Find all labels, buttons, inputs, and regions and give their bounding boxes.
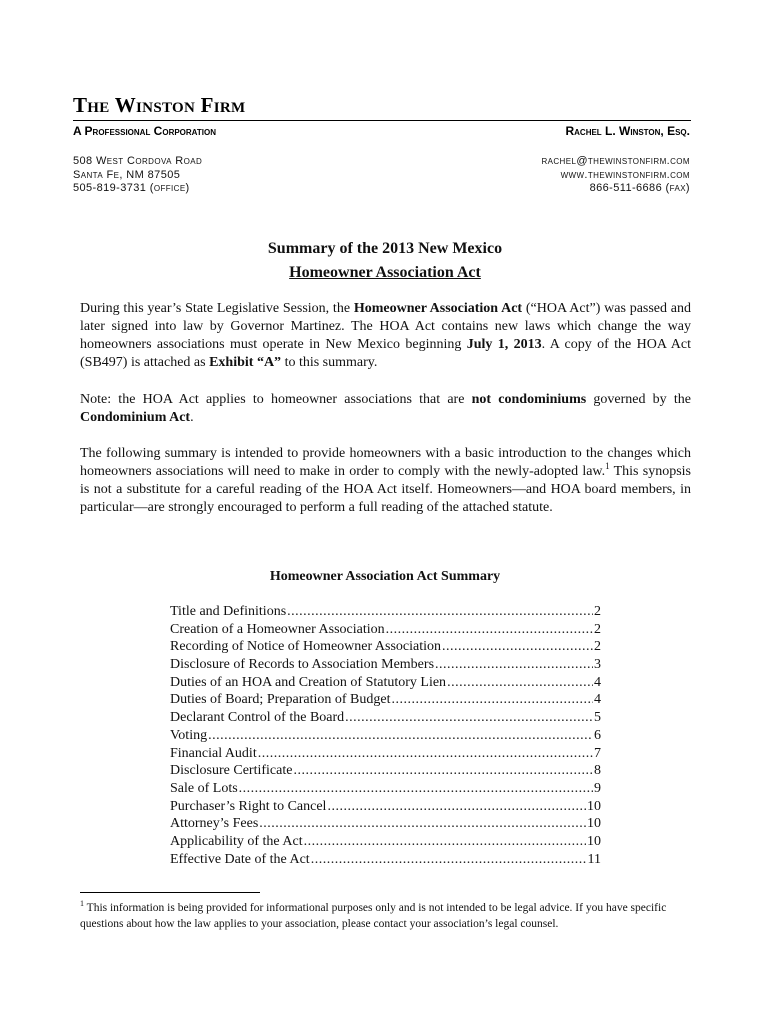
toc-entry-page: 10 <box>587 816 601 832</box>
toc-leader-dots <box>304 834 586 850</box>
toc-leader-dots <box>442 639 593 655</box>
toc-entry-page: 8 <box>594 763 601 779</box>
table-of-contents <box>170 604 601 869</box>
toc-entry <box>170 604 601 622</box>
toc-entry-page: 2 <box>594 639 601 655</box>
text-run: . A copy of the HOA Act (SB497) is attached as <box>80 337 691 370</box>
toc-leader-dots <box>259 816 586 832</box>
corporation-label: A Professional Corporation <box>73 124 216 138</box>
intro-paragraph <box>80 300 691 372</box>
toc-entry-page: 2 <box>594 604 601 619</box>
toc-leader-dots <box>435 657 593 673</box>
footnote-marker: 1 <box>80 899 84 908</box>
toc-entry-page: 4 <box>594 674 601 690</box>
toc-leader-dots <box>239 781 593 797</box>
toc-entry <box>170 799 601 817</box>
toc-entry-page: 3 <box>594 657 601 673</box>
toc-entry-label: Effective Date of the Act <box>170 851 310 867</box>
note-paragraph <box>80 391 691 427</box>
toc-entry <box>170 746 601 764</box>
toc-entry-label: Financial Audit <box>170 745 257 761</box>
toc-leader-dots <box>391 692 593 708</box>
toc-leader-dots <box>293 763 593 779</box>
firm-contact <box>541 155 690 196</box>
toc-entry-label: Attorney’s Fees <box>170 816 259 832</box>
toc-entry-label: Sale of Lots <box>170 780 238 796</box>
letterhead-rule <box>73 120 691 121</box>
toc-entry-page: 9 <box>594 780 601 796</box>
toc-entry-page: 6 <box>594 727 601 743</box>
toc-leader-dots <box>345 710 593 726</box>
toc-entry-label: Purchaser’s Right to Cancel <box>170 798 327 814</box>
toc-entry <box>170 710 601 728</box>
exhibit-bold: Exhibit “A” <box>209 355 282 370</box>
text-run: This synopsis is not a substitute for a careful reading of the HOA Act itself. Homeowners—and HOA board members, in particular—are strongly encouraged to perform a full reading of the attached statute. <box>80 464 691 515</box>
toc-entry-label: Creation of a Homeowner Association <box>170 621 385 637</box>
footnote <box>80 900 691 932</box>
toc-entry <box>170 816 601 834</box>
attorney-name: Rachel L. Winston, Esq. <box>565 124 690 138</box>
document-subtitle: Homeowner Association Act <box>289 264 481 281</box>
address-street: 508 West Cordova Road <box>73 155 203 167</box>
toc-leader-dots <box>327 799 586 815</box>
firm-name: The Winston Firm <box>73 93 246 117</box>
text-run: During this year’s State Legislative Session, the <box>80 301 354 316</box>
text-run: . <box>190 410 194 425</box>
contact-fax: 866-511-6686 (fax) <box>589 182 690 194</box>
toc-entry-page: 11 <box>587 851 601 867</box>
footnote-rule <box>80 892 260 893</box>
toc-entry <box>170 728 601 746</box>
text-run: Note: the HOA Act applies to homeowner associations that are <box>80 392 472 407</box>
toc-entry <box>170 622 601 640</box>
toc-entry <box>170 675 601 693</box>
summary-intro-paragraph <box>80 445 691 517</box>
text-run: The following summary is intended to provide homeowners with a basic introduction to the changes which homeowners associations will need to make in order to comply with the newly-adopted law. <box>80 446 691 479</box>
toc-entry-label: Duties of Board; Preparation of Budget <box>170 692 391 708</box>
toc-entry-label: Title and Definitions <box>170 604 287 619</box>
toc-entry-label: Duties of an HOA and Creation of Statutory Lien <box>170 674 447 690</box>
toc-entry-label: Recording of Notice of Homeowner Association <box>170 639 441 655</box>
summary-heading: Homeowner Association Act Summary <box>269 569 501 584</box>
toc-leader-dots <box>447 675 593 691</box>
text-run: (“HOA Act”) was passed and later signed into law by Governor Martinez. The HOA Act contains new laws which change the way homeowners associations must operate in New Mexico beginning <box>80 301 692 352</box>
toc-entry-page: 4 <box>594 692 601 708</box>
toc-leader-dots <box>386 622 593 638</box>
toc-entry-label: Disclosure of Records to Association Members <box>170 657 435 673</box>
toc-entry-page: 5 <box>594 710 601 726</box>
toc-entry-page: 10 <box>587 798 601 814</box>
contact-website: www.thewinstonfirm.com <box>560 168 690 181</box>
text-run: governed by the <box>586 392 691 407</box>
toc-entry <box>170 781 601 799</box>
address-phone: 505-819-3731 (office) <box>73 182 190 194</box>
toc-leader-dots <box>311 852 587 868</box>
footnote-text: This information is being provided for informational purposes only and is not intended to be legal advice. If you have specific questions about how the law applies to your association, please contact your association’s legal counsel. <box>80 902 667 930</box>
toc-leader-dots <box>208 728 593 744</box>
contact-email: rachel@thewinstonfirm.com <box>541 155 690 167</box>
toc-entry-page: 7 <box>594 745 601 761</box>
firm-address <box>73 155 202 196</box>
toc-entry-label: Declarant Control of the Board <box>170 710 345 726</box>
toc-entry <box>170 657 601 675</box>
toc-entry <box>170 834 601 852</box>
toc-entry <box>170 852 601 870</box>
address-city: Santa Fe, NM 87505 <box>73 168 181 181</box>
toc-entry <box>170 639 601 657</box>
text-run: to this summary. <box>281 355 378 370</box>
toc-entry <box>170 763 601 781</box>
toc-entry <box>170 692 601 710</box>
act-name-bold: Homeowner Association Act <box>353 301 523 316</box>
toc-entry-page: 2 <box>594 621 601 637</box>
toc-leader-dots <box>258 746 593 762</box>
toc-entry-page: 10 <box>587 833 601 849</box>
not-condominiums-bold: not condominiums <box>471 392 587 407</box>
document-title: Summary of the 2013 New Mexico <box>267 240 503 257</box>
toc-leader-dots <box>287 604 593 620</box>
toc-entry-label: Voting <box>170 727 208 743</box>
toc-entry-label: Applicability of the Act <box>170 833 303 849</box>
toc-entry-label: Disclosure Certificate <box>170 763 293 779</box>
effective-date-bold: July 1, 2013 <box>466 337 542 352</box>
condominium-act-bold: Condominium Act <box>80 410 191 425</box>
footnote-reference: 1 <box>605 461 610 471</box>
